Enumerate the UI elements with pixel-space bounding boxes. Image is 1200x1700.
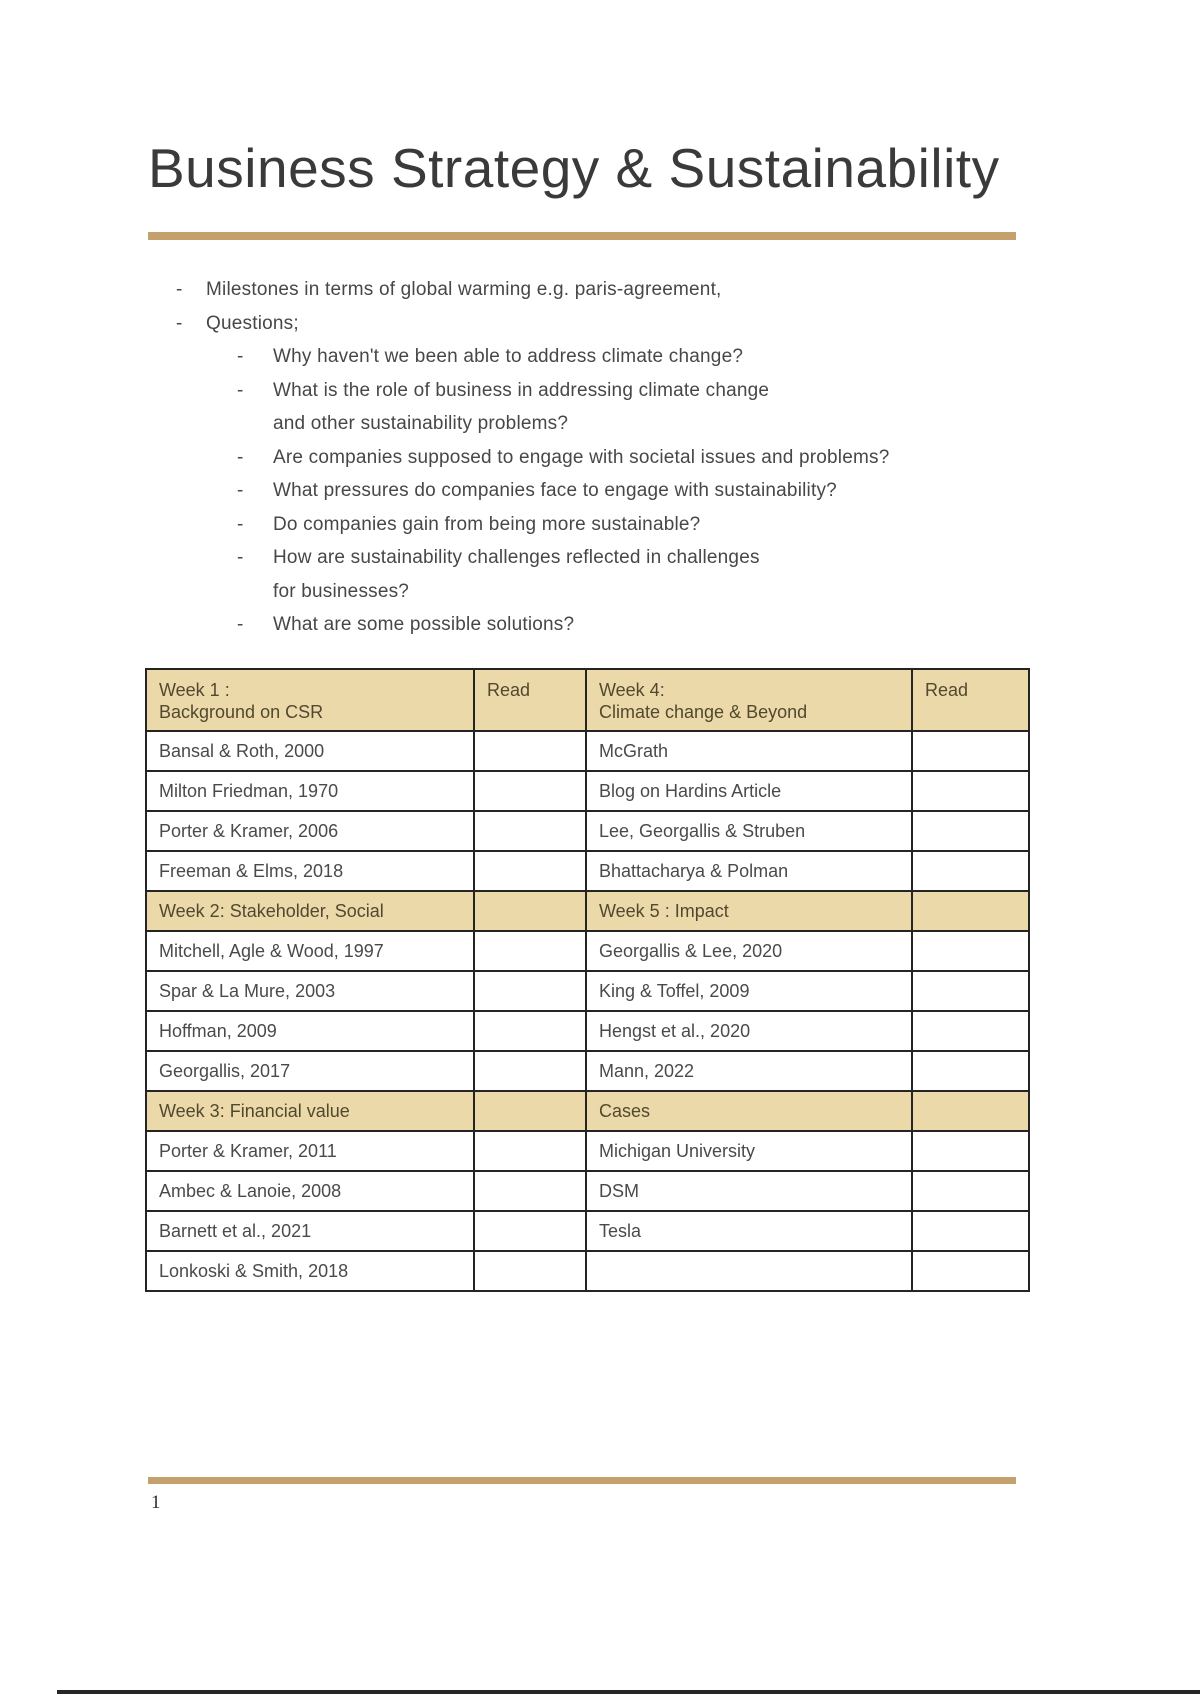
- list-item: [0, 514, 1100, 548]
- reading-cell: Hoffman, 2009: [146, 1011, 474, 1051]
- read-status-cell: [474, 771, 586, 811]
- list-item-text: for businesses?: [273, 580, 410, 602]
- column-header-week1: [146, 669, 474, 731]
- header-line: Background on CSR: [159, 702, 324, 722]
- table-row: [146, 1211, 1029, 1251]
- read-status-cell: [912, 971, 1029, 1011]
- read-status-cell: [912, 1131, 1029, 1171]
- header-line: Read: [487, 680, 531, 700]
- read-status-cell: [474, 1011, 586, 1051]
- empty-cell: [586, 1251, 912, 1291]
- column-header-read-right: [912, 669, 1029, 731]
- read-status-cell: [912, 931, 1029, 971]
- reading-cell: Freeman & Elms, 2018: [146, 851, 474, 891]
- table-header-row: [146, 669, 1029, 731]
- section-row: [146, 1091, 1029, 1131]
- bullet-dash: -: [237, 446, 244, 468]
- header-line: Week 1 :: [159, 680, 230, 700]
- bullet-dash: -: [237, 513, 244, 535]
- readings-table: [145, 668, 1030, 1292]
- table-row: [146, 771, 1029, 811]
- column-header-week4: [586, 669, 912, 731]
- list-item-text: How are sustainability challenges reflected in challenges: [273, 547, 760, 568]
- section-cell: [474, 1091, 586, 1131]
- table-row: [146, 1011, 1029, 1051]
- read-status-cell: [912, 811, 1029, 851]
- list-item-text: Milestones in terms of global warming e.g. paris-agreement,: [206, 279, 722, 300]
- section-row: [146, 891, 1029, 931]
- list-item-text: Are companies supposed to engage with societal issues and problems?: [273, 446, 890, 468]
- read-status-cell: [474, 1171, 586, 1211]
- list-item-text: Questions;: [206, 312, 299, 334]
- header-line: Week 4:: [599, 680, 665, 700]
- reading-cell: DSM: [586, 1171, 912, 1211]
- reading-cell: Mann, 2022: [586, 1051, 912, 1091]
- section-cell: [912, 891, 1029, 931]
- list-item-continuation: [0, 413, 1100, 447]
- read-status-cell: [912, 1171, 1029, 1211]
- bullet-dash: -: [176, 312, 183, 334]
- read-status-cell: [474, 971, 586, 1011]
- bullet-dash: -: [237, 346, 244, 367]
- table-row: [146, 1251, 1029, 1291]
- reading-cell: McGrath: [586, 731, 912, 771]
- table-row: [146, 1131, 1029, 1171]
- table-row: [146, 731, 1029, 771]
- list-item-continuation: [0, 581, 1100, 615]
- list-item: [0, 279, 1100, 313]
- section-cell: Week 3: Financial value: [146, 1091, 474, 1131]
- bullet-dash: -: [237, 480, 244, 501]
- reading-cell: Milton Friedman, 1970: [146, 771, 474, 811]
- table-row: [146, 811, 1029, 851]
- reading-cell: Barnett et al., 2021: [146, 1211, 474, 1251]
- header-line: Climate change & Beyond: [599, 702, 808, 722]
- section-cell: Week 2: Stakeholder, Social: [146, 891, 474, 931]
- list-item-text: What is the role of business in addressing climate change: [273, 379, 770, 401]
- reading-cell: Bansal & Roth, 2000: [146, 731, 474, 771]
- read-status-cell: [912, 1211, 1029, 1251]
- empty-cell: [912, 1251, 1029, 1291]
- bullet-dash: -: [176, 279, 183, 300]
- reading-cell: Spar & La Mure, 2003: [146, 971, 474, 1011]
- reading-cell: Tesla: [586, 1211, 912, 1251]
- section-cell: Week 5 : Impact: [586, 891, 912, 931]
- read-status-cell: [912, 1051, 1029, 1091]
- read-status-cell: [474, 1131, 586, 1171]
- header-line: Read: [925, 680, 969, 700]
- list-item: [0, 480, 1100, 514]
- page-boundary-line: [57, 1690, 1200, 1694]
- reading-cell: Lonkoski & Smith, 2018: [146, 1251, 474, 1291]
- reading-cell: Georgallis & Lee, 2020: [586, 931, 912, 971]
- read-status-cell: [474, 1051, 586, 1091]
- table-row: [146, 971, 1029, 1011]
- page-title: Business Strategy & Sustainability: [148, 137, 1000, 199]
- list-item: [0, 547, 1100, 581]
- read-status-cell: [474, 731, 586, 771]
- read-status-cell: [912, 731, 1029, 771]
- list-item: [0, 614, 1100, 648]
- bullet-dash: -: [237, 547, 244, 568]
- list-item: [0, 447, 1100, 481]
- reading-cell: King & Toffel, 2009: [586, 971, 912, 1011]
- table-row: [146, 931, 1029, 971]
- list-item: [0, 313, 1100, 347]
- reading-cell: Lee, Georgallis & Struben: [586, 811, 912, 851]
- table-row: [146, 1051, 1029, 1091]
- table-row: [146, 851, 1029, 891]
- list-item-text: and other sustainability problems?: [273, 413, 569, 434]
- reading-cell: Michigan University: [586, 1131, 912, 1171]
- section-cell: [474, 891, 586, 931]
- read-status-cell: [474, 851, 586, 891]
- bullet-dash: -: [237, 614, 244, 635]
- list-item: [0, 380, 1100, 414]
- list-item-text: What pressures do companies face to engage with sustainability?: [273, 480, 837, 501]
- section-cell: Cases: [586, 1091, 912, 1131]
- title-accent-rule: [148, 232, 1016, 240]
- reading-cell: Porter & Kramer, 2006: [146, 811, 474, 851]
- list-item-text: Why haven't we been able to address climate change?: [273, 346, 744, 367]
- list-item-text: What are some possible solutions?: [273, 614, 575, 635]
- column-header-read-left: [474, 669, 586, 731]
- read-status-cell: [474, 811, 586, 851]
- read-status-cell: [474, 1211, 586, 1251]
- reading-cell: Bhattacharya & Polman: [586, 851, 912, 891]
- bullet-dash: -: [237, 379, 244, 401]
- notes-list: [0, 279, 1100, 648]
- footer-accent-rule: [148, 1477, 1016, 1484]
- list-item: [0, 346, 1100, 380]
- reading-cell: Blog on Hardins Article: [586, 771, 912, 811]
- reading-cell: Georgallis, 2017: [146, 1051, 474, 1091]
- read-status-cell: [912, 1011, 1029, 1051]
- read-status-cell: [474, 931, 586, 971]
- table-row: [146, 1171, 1029, 1211]
- read-status-cell: [474, 1251, 586, 1291]
- read-status-cell: [912, 771, 1029, 811]
- reading-cell: Porter & Kramer, 2011: [146, 1131, 474, 1171]
- page-number: 1: [151, 1492, 161, 1513]
- list-item-text: Do companies gain from being more sustainable?: [273, 513, 701, 535]
- reading-cell: Ambec & Lanoie, 2008: [146, 1171, 474, 1211]
- reading-cell: Hengst et al., 2020: [586, 1011, 912, 1051]
- read-status-cell: [912, 851, 1029, 891]
- section-cell: [912, 1091, 1029, 1131]
- reading-cell: Mitchell, Agle & Wood, 1997: [146, 931, 474, 971]
